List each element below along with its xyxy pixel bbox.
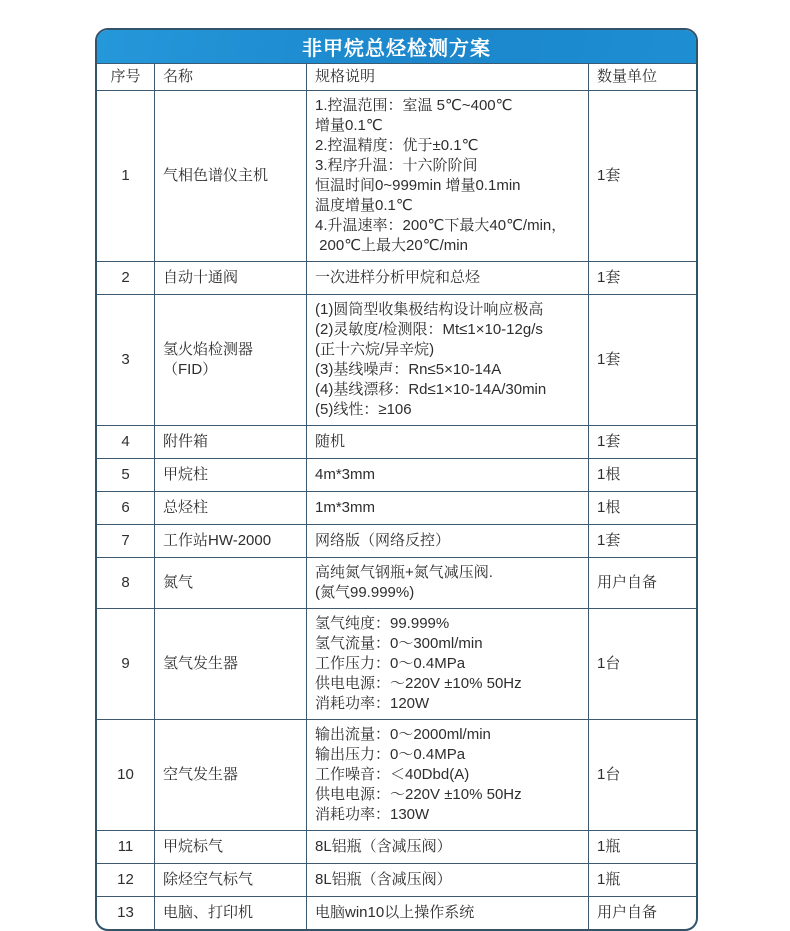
table-body xyxy=(97,90,696,929)
spec-line: 4.升温速率：200℃下最大40℃/min， xyxy=(315,217,567,234)
spec-line: 消耗功率：130W xyxy=(315,806,430,823)
cell-no: 7 xyxy=(121,532,130,549)
table-row xyxy=(97,261,696,294)
spec-line: 2.控温精度：优于±0.1℃ xyxy=(315,137,479,154)
cell-qty: 1台 xyxy=(588,609,696,719)
spec-line: 200℃上最大20℃/min xyxy=(315,237,468,254)
cell-no: 3 xyxy=(121,351,130,368)
spec-line: 8L铝瓶（含减压阀） xyxy=(315,838,452,855)
cell-name: 自动十通阀 xyxy=(154,262,306,294)
cell-name: 总烃柱 xyxy=(154,492,306,524)
spec-line: 网络版（网络反控） xyxy=(315,532,451,549)
table-row xyxy=(97,425,696,458)
spec-line: 供电电源：～220V ±10% 50Hz xyxy=(315,675,522,692)
cell-qty: 1瓶 xyxy=(588,831,696,863)
spec-line: 恒温时间0~999min 增量0.1min xyxy=(315,177,521,194)
spec-line: 增量0.1℃ xyxy=(315,117,383,134)
spec-line: 一次进样分析甲烷和总烃 xyxy=(315,269,481,286)
cell-qty: 1套 xyxy=(588,91,696,261)
spec-line: (3)基线噪声：Rn≤5×10-14A xyxy=(315,361,502,378)
cell-name: 工作站HW-2000 xyxy=(154,525,306,557)
cell-qty: 1台 xyxy=(588,720,696,830)
cell-spec xyxy=(306,91,588,261)
header-spec: 规格说明 xyxy=(306,64,588,90)
table-row xyxy=(97,608,696,719)
spec-line: 工作压力：0～0.4MPa xyxy=(315,655,466,672)
cell-no: 10 xyxy=(117,766,134,783)
cell-no: 13 xyxy=(117,904,134,921)
cell-name: 气相色谱仪主机 xyxy=(154,91,306,261)
cell-spec xyxy=(306,831,588,863)
spec-line: (2)灵敏度/检测限：Mt≤1×10-12g/s xyxy=(315,321,543,338)
spec-line: 温度增量0.1℃ xyxy=(315,197,413,214)
cell-no: 12 xyxy=(117,871,134,888)
cell-no: 6 xyxy=(121,499,130,516)
cell-name: 附件箱 xyxy=(154,426,306,458)
cell-qty: 1套 xyxy=(588,295,696,425)
spec-line: (5)线性：≥106 xyxy=(315,401,412,418)
table-row xyxy=(97,491,696,524)
cell-qty: 1根 xyxy=(588,459,696,491)
table-title: 非甲烷总烃检测方案 xyxy=(302,38,491,60)
cell-spec xyxy=(306,492,588,524)
table-row xyxy=(97,557,696,608)
table-row xyxy=(97,294,696,425)
spec-line: 4m*3mm xyxy=(315,466,376,483)
cell-name: 空气发生器 xyxy=(154,720,306,830)
cell-spec xyxy=(306,864,588,896)
cell-no: 4 xyxy=(121,433,130,450)
spec-line: 输出流量：0～2000ml/min xyxy=(315,726,491,743)
cell-name: 氢火焰检测器（FID） xyxy=(154,295,306,425)
spec-line: (4)基线漂移：Rd≤1×10-14A/30min xyxy=(315,381,547,398)
table-row xyxy=(97,458,696,491)
spec-line: 电脑win10以上操作系统 xyxy=(315,904,475,921)
cell-qty: 用户自备 xyxy=(588,558,696,608)
spec-line: 输出压力：0～0.4MPa xyxy=(315,746,466,763)
spec-table-card xyxy=(95,28,698,931)
spec-line: 高纯氮气钢瓶+氮气减压阀. xyxy=(315,564,493,581)
cell-qty: 1瓶 xyxy=(588,864,696,896)
cell-qty: 1根 xyxy=(588,492,696,524)
cell-no: 1 xyxy=(121,167,130,184)
cell-spec xyxy=(306,897,588,929)
spec-line: (1)圆筒型收集极结构设计响应极高 xyxy=(315,301,544,318)
cell-no: 9 xyxy=(121,655,130,672)
spec-line: 氢气流量：0～300ml/min xyxy=(315,635,483,652)
spec-line: 供电电源：～220V ±10% 50Hz xyxy=(315,786,522,803)
table-row xyxy=(97,830,696,863)
header-name: 名称 xyxy=(154,64,306,90)
cell-spec xyxy=(306,720,588,830)
cell-spec xyxy=(306,295,588,425)
cell-spec xyxy=(306,558,588,608)
table-row xyxy=(97,524,696,557)
table-row xyxy=(97,896,696,929)
spec-line: 1m*3mm xyxy=(315,499,376,516)
table-row xyxy=(97,90,696,261)
table-row xyxy=(97,863,696,896)
cell-no: 8 xyxy=(121,574,130,591)
spec-line: 工作噪音：＜40Dbd(A) xyxy=(315,766,470,783)
cell-name: 氢气发生器 xyxy=(154,609,306,719)
header-no: 序号 xyxy=(110,68,141,85)
cell-name: 除烃空气标气 xyxy=(154,864,306,896)
header-qty: 数量单位 xyxy=(588,64,696,90)
spec-line: 随机 xyxy=(315,433,346,450)
cell-spec xyxy=(306,609,588,719)
cell-name: 甲烷标气 xyxy=(154,831,306,863)
cell-spec xyxy=(306,525,588,557)
cell-qty: 1套 xyxy=(588,262,696,294)
cell-spec xyxy=(306,426,588,458)
cell-qty: 1套 xyxy=(588,525,696,557)
spec-line: 消耗功率：120W xyxy=(315,695,430,712)
spec-line: 氢气纯度：99.999% xyxy=(315,615,450,632)
cell-name: 氮气 xyxy=(154,558,306,608)
table-title-bar xyxy=(97,30,696,63)
table-row xyxy=(97,719,696,830)
cell-no: 11 xyxy=(117,838,134,855)
cell-name: 电脑、打印机 xyxy=(154,897,306,929)
spec-line: 8L铝瓶（含减压阀） xyxy=(315,871,452,888)
spec-line: (氮气99.999%) xyxy=(315,584,415,601)
cell-no: 2 xyxy=(121,269,130,286)
cell-qty: 用户自备 xyxy=(588,897,696,929)
cell-qty: 1套 xyxy=(588,426,696,458)
spec-line: 3.程序升温：十六阶阶间 xyxy=(315,157,478,174)
cell-no: 5 xyxy=(121,466,130,483)
cell-name: 甲烷柱 xyxy=(154,459,306,491)
spec-line: (正十六烷/异辛烷) xyxy=(315,341,435,358)
table-header-row xyxy=(97,63,696,90)
cell-spec xyxy=(306,459,588,491)
spec-line: 1.控温范围：室温 5℃~400℃ xyxy=(315,97,513,114)
cell-spec xyxy=(306,262,588,294)
